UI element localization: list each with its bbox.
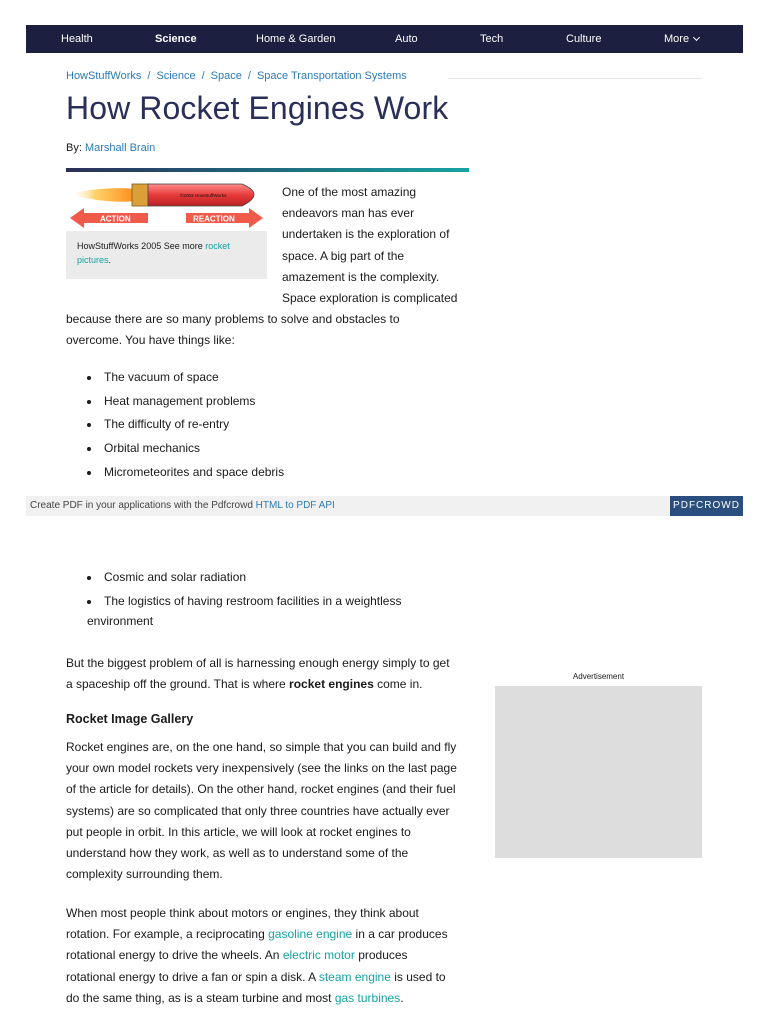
gas-turbines-link[interactable]: gas turbines [334, 990, 401, 1005]
nav-item-home-garden[interactable]: Home & Garden [256, 33, 336, 45]
paragraph-line [66, 967, 446, 988]
paragraph-line [66, 988, 404, 1009]
intro-line: One of the most amazing [282, 185, 417, 199]
paragraph-line [66, 924, 448, 945]
intro-line: because there are so many problems to solve and obstacles to [66, 312, 400, 327]
paragraph-line: of the article for details). On the other hand, rocket engines (and their fuel [66, 782, 456, 797]
advertisement-label: Advertisement [572, 672, 625, 681]
advertisement-slot[interactable] [495, 686, 702, 858]
figure-caption [66, 231, 267, 279]
list-item-continuation: environment [87, 614, 154, 628]
paragraph-text: do the same thing, as is a steam turbine and most [66, 990, 332, 1005]
paragraph-line: When most people think about motors or engines, they think about [66, 906, 419, 920]
list-item: Cosmic and solar radiation [87, 568, 246, 588]
chevron-down-icon [693, 34, 700, 41]
breadcrumb-divider [448, 78, 702, 79]
nav-item-health[interactable]: Health [61, 33, 93, 45]
list-item: The vacuum of space [87, 368, 219, 388]
caption-end: . [108, 255, 112, 265]
caption-text: HowStuffWorks 2005 See more [77, 241, 203, 251]
paragraph-line: But the biggest problem of all is harnessing enough energy simply to get [66, 656, 450, 670]
paragraph-line: put people in orbit. In this article, we will look at rocket engines to [66, 824, 411, 839]
reaction-label: REACTION [193, 214, 235, 224]
intro-line: Space exploration is complicated [282, 291, 458, 305]
intro-line: space. A big part of the [282, 248, 405, 263]
byline [66, 142, 155, 154]
steam-engine-link[interactable]: steam engine [318, 969, 391, 984]
paragraph-text: rotational energy to drive the wheels. An [66, 948, 280, 963]
intro-line: endeavors man has ever [282, 206, 415, 221]
breadcrumb-separator: / [201, 70, 205, 82]
pdf-banner-text: Create PDF in your applications with the Pdfcrowd [30, 500, 253, 511]
paragraph-text: is used to [394, 969, 446, 984]
rocket-pictures-link[interactable]: rocket pictures [77, 241, 230, 265]
paragraph-line [66, 674, 422, 695]
breadcrumb-space-transportation[interactable]: Space Transportation Systems [256, 70, 407, 82]
paragraph-text: produces [358, 948, 408, 963]
nav-item-science[interactable]: Science [155, 33, 197, 45]
rocket-illustration [66, 180, 267, 231]
paragraph-line: complexity surrounding them. [66, 867, 223, 882]
intro-line: undertaken is the exploration of [282, 227, 450, 242]
breadcrumb-space[interactable]: Space [210, 70, 242, 82]
title-rule [66, 168, 469, 172]
nav-item-auto[interactable]: Auto [395, 33, 418, 45]
breadcrumb-separator: / [247, 70, 251, 82]
nav-item-more[interactable] [664, 25, 699, 53]
rocket-figure[interactable] [66, 180, 267, 279]
paragraph-line: systems) are so complicated that only three countries have actually ever [66, 803, 450, 818]
paragraph-text: rotational energy to drive a fan or spin a disk. A [66, 969, 316, 984]
gasoline-engine-link[interactable]: gasoline engine [268, 927, 353, 942]
list-item: Heat management problems [87, 392, 255, 412]
list-item: The logistics of having restroom facilities in a weightless [87, 592, 401, 612]
electric-motor-link[interactable]: electric motor [282, 948, 355, 963]
nav-item-tech[interactable]: Tech [480, 33, 504, 45]
byline-prefix: By: [66, 142, 82, 154]
gallery-heading: Rocket Image Gallery [66, 712, 194, 726]
paragraph-text: rotation. For example, a reciprocating [66, 927, 265, 942]
intro-line: amazement is the complexity. [282, 269, 440, 284]
paragraph-line: Rocket engines are, on the one hand, so simple that you can build and fly [66, 740, 457, 754]
nozzle-shape [132, 184, 150, 206]
html-to-pdf-api-link[interactable]: HTML to PDF API [255, 500, 335, 511]
nav-item-culture[interactable]: Culture [566, 33, 602, 45]
breadcrumb [66, 70, 407, 84]
list-item: Orbital mechanics [87, 439, 200, 459]
breadcrumb-separator: / [147, 70, 151, 82]
paragraph-text: in a car produces [355, 927, 448, 942]
paragraph-line [66, 945, 408, 966]
breadcrumb-howstuffworks[interactable]: HowStuffWorks [66, 70, 142, 82]
paragraph-text: . [400, 990, 404, 1005]
list-item: Micrometeorites and space debris [87, 463, 284, 483]
pdf-banner [26, 496, 743, 516]
pdfcrowd-button[interactable]: PDFCROWD [670, 496, 743, 516]
top-nav [26, 25, 743, 53]
paragraph-line: your own model rockets very inexpensively (see the links on the last page [66, 761, 457, 776]
nav-more-label: More [664, 33, 690, 45]
list-item: The difficulty of re-entry [87, 415, 229, 435]
breadcrumb-science[interactable]: Science [156, 70, 196, 82]
paragraph-text: come in. [377, 677, 423, 692]
paragraph-text: a spaceship off the ground. That is where [66, 677, 286, 692]
figure-copyright: ©2003 HowStuffWorks [180, 193, 227, 198]
author-link[interactable]: Marshall Brain [84, 142, 156, 154]
page-title: How Rocket Engines Work [66, 90, 449, 126]
flame-shape [68, 188, 136, 202]
paragraph-line: understand how they work, as well as to understand some of the [66, 846, 409, 860]
intro-line: overcome. You have things like: [66, 333, 235, 348]
rocket-engines-bold: rocket engines [289, 677, 374, 692]
action-label: ACTION [100, 214, 131, 224]
